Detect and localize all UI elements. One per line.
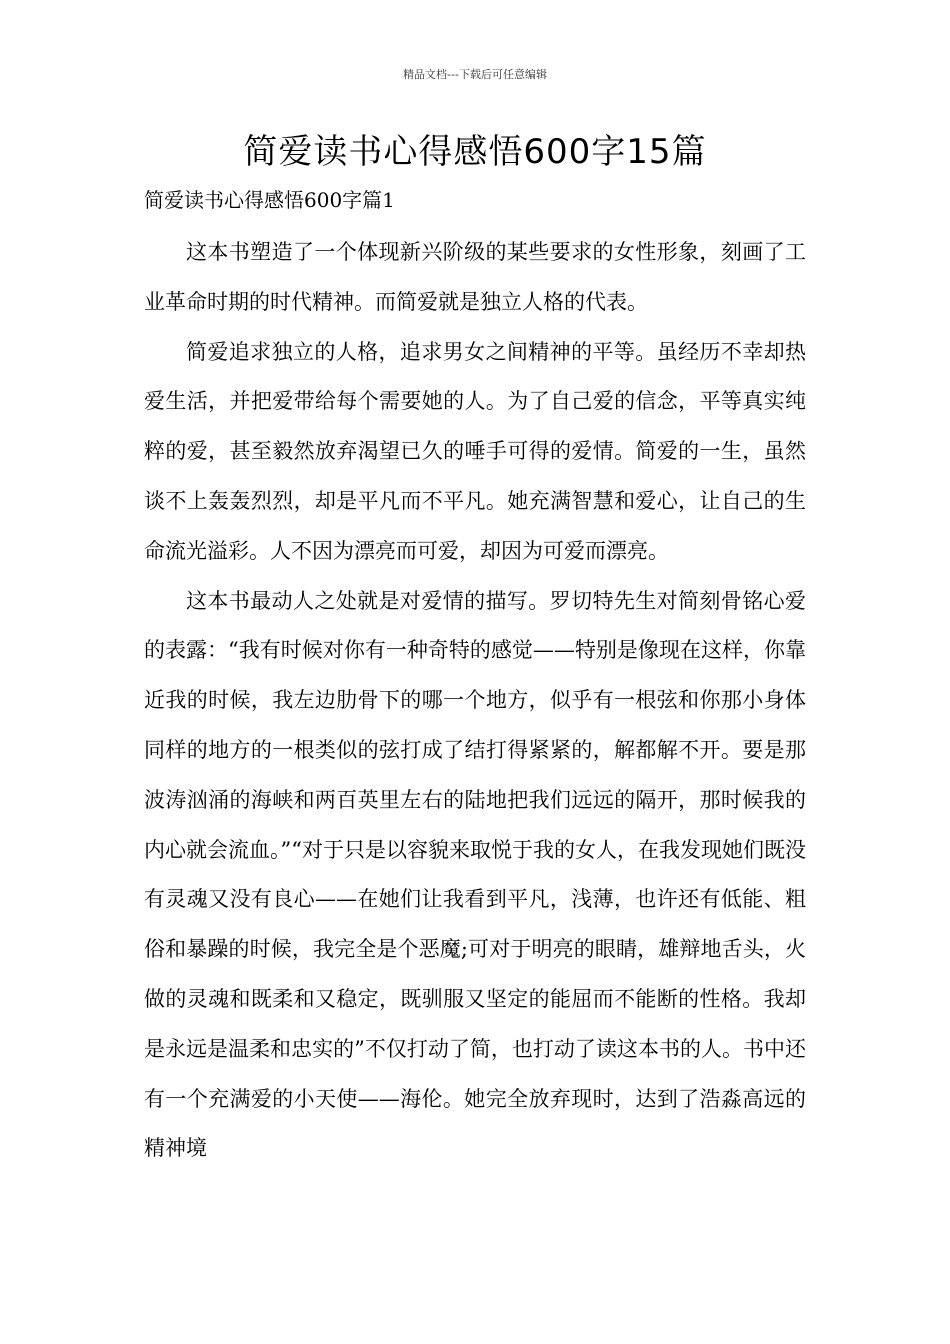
paragraph-1: 这本书塑造了一个体现新兴阶级的某些要求的女性形象，刻画了工业革命时期的时代精神。而简爱就是独立人格的代表。 xyxy=(144,240,806,314)
paragraph-3: 这本书最动人之处就是对爱情的描写。罗切特先生对简刻骨铭心爱的表露：“我有时候对你有一种奇特的感觉——特别是像现在这样，你靠近我的时候，我左边肋骨下的哪一个地方，似乎有一根弦和你那小身体同样的地方的一根类似的弦打成了结打得紧紧的，解都解不开。要是那波涛汹涌的海峡和两百英里左右的陆地把我们远远的隔开，那时候我的内心就会流血。”“对于只是以容貌来取悦于我的女人，在我发现她们既没有灵魂又没有良心——在她们让我看到平凡，浅薄，也许还有低能、粗俗和暴躁的时候，我完全是个恶魔;可对于明亮的眼睛，雄辩地舌头，火做的灵魂和既柔和又稳定，既驯服又坚定的能屈而不能断的性格。我却是永远是温柔和忠实的”不仅打动了简，也打动了读这本书的人。书中还有一个充满爱的小天使——海伦。她完全放弃现时，达到了浩淼高远的精神境 xyxy=(144,588,806,1161)
document-body xyxy=(144,228,806,1174)
document-title: 简爱读书心得感悟600字15篇 xyxy=(243,132,707,172)
header-note: 精品文档---下载后可任意编辑 xyxy=(403,68,547,81)
section-heading: 简爱读书心得感悟600字篇1 xyxy=(144,188,395,212)
paragraph-2: 简爱追求独立的人格，追求男女之间精神的平等。虽经历不幸却热爱生活，并把爱带给每个需要她的人。为了自己爱的信念，平等真实纯粹的爱，甚至毅然放弃渴望已久的唾手可得的爱情。简爱的一生，虽然谈不上轰轰烈烈，却是平凡而不平凡。她充满智慧和爱心，让自己的生命流光溢彩。人不因为漂亮而可爱，却因为可爱而漂亮。 xyxy=(144,339,806,563)
